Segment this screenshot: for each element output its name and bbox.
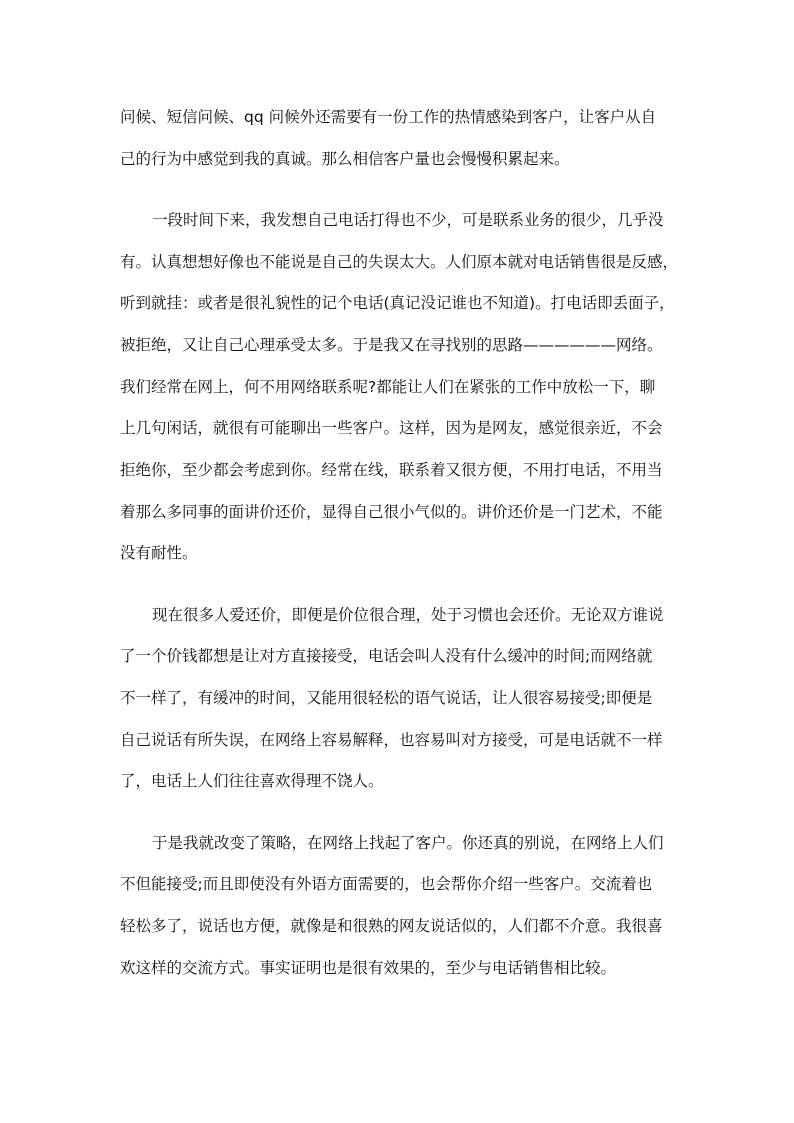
text-line: 没有耐性。 [120, 544, 198, 563]
text-line: 现在很多人爱还价，即便是价位很合理，处于习惯也会还价。无论双方谁说 [152, 605, 664, 624]
text-line: 听到就挂：或者是很礼貌性的记个电话(真记没记谁也不知道)。打电话即丢面子， [120, 294, 675, 313]
text-line: 轻松多了，说话也方便，就像是和很熟的网友说话似的，人们都不介意。我很喜 [120, 916, 663, 935]
text-line: 不一样了，有缓冲的时间，又能用很轻松的语气说话，让人很容易接受;即便是 [120, 688, 653, 707]
text-line: 自己说话有所失误，在网络上容易解释，也容易叫对方接受，可是电话就不一样 [120, 730, 663, 749]
text-line: 欢这样的交流方式。事实证明也是很有效果的，至少与电话销售相比较。 [120, 958, 617, 977]
text-line: 上几句闲话，就很有可能聊出一些客户。这样，因为是网友，感觉很亲近，不会 [120, 419, 663, 438]
paragraph-1 [120, 97, 694, 180]
text-line: 着那么多同事的面讲价还价，显得自己很小气似的。讲价还价是一门艺术，不能 [120, 502, 663, 521]
text-line: 不但能接受;而且即使没有外语方面需要的，也会帮你介绍一些客户。交流着也 [120, 875, 653, 894]
paragraph-4 [120, 823, 694, 990]
text-line: 己的行为中感觉到我的真诚。那么相信客户量也会慢慢积累起来。 [120, 149, 570, 168]
paragraph-3 [120, 595, 694, 803]
text-line: 我们经常在网上，何不用网络联系呢?都能让人们在紧张的工作中放松一下，聊 [120, 377, 656, 396]
text-line: 拒绝你，至少都会考虑到你。经常在线，联系着又很方便，不用打电话，不用当 [120, 461, 663, 479]
text-line: 有。认真想想好像也不能说是自己的失误太大。人们原本就对电话销售很是反感， [120, 252, 679, 271]
text-line: 了一个价钱都想是让对方直接接受，电话会叫人没有什么缓冲的时间;而网络就 [120, 647, 653, 666]
text-line: 于是我就改变了策略，在网络上找起了客户。你还真的别说，在网络上人们 [152, 833, 664, 852]
text-line: 一段时间下来，我发想自己电话打得也不少，可是联系业务的很少，几乎没 [152, 210, 664, 229]
paragraph-2 [120, 200, 694, 575]
text-line: 问候、短信问候、qq 问候外还需要有一份工作的热情感染到客户，让客户从自 [120, 108, 657, 126]
text-line: 被拒绝，又让自己心理承受太多。于是我又在寻找别的思路——————网络。 [120, 335, 663, 354]
text-line: 了，电话上人们往往喜欢得理不饶人。 [120, 772, 384, 791]
